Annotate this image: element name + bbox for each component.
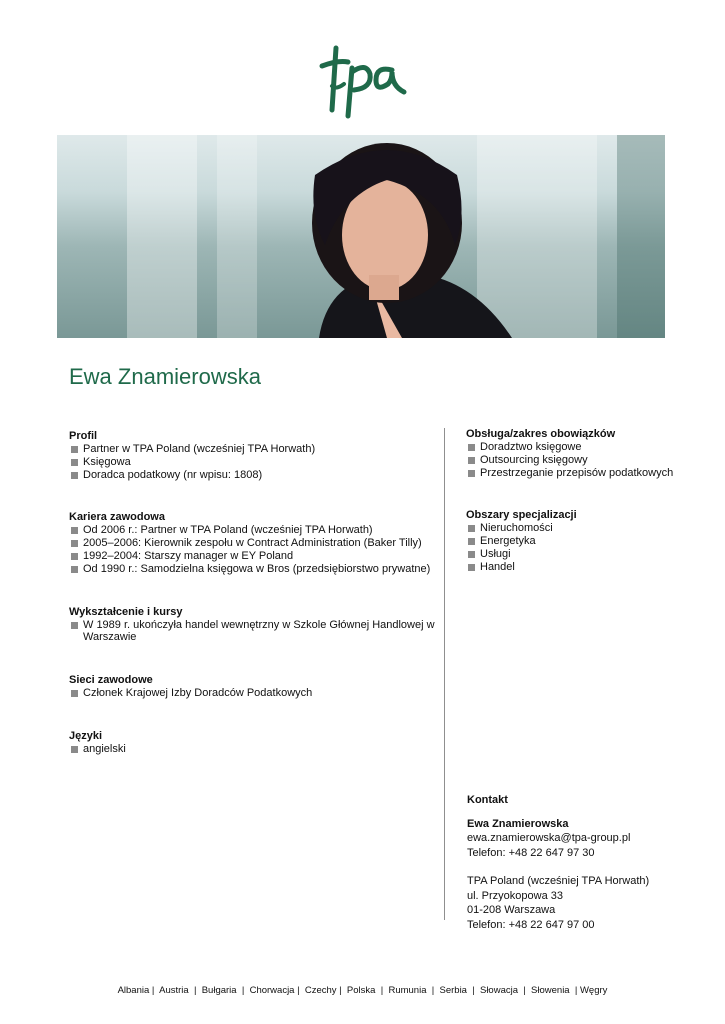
list-item: Partner w TPA Poland (wcześniej TPA Horwath) bbox=[69, 443, 439, 456]
list-item: Outsourcing księgowy bbox=[466, 454, 696, 467]
company-street: ul. Przyokopowa 33 bbox=[467, 889, 563, 902]
section-specialization bbox=[466, 509, 696, 573]
company-city: 01-208 Warszawa bbox=[467, 904, 556, 916]
section-title: Języki bbox=[69, 729, 103, 742]
list-item: 1992–2004: Starszy manager w EY Poland bbox=[69, 550, 439, 563]
list-item: Od 2006 r.: Partner w TPA Poland (wcześniej TPA Horwath) bbox=[69, 524, 439, 537]
tpa-logo bbox=[318, 40, 410, 120]
list-item: Energetyka bbox=[466, 535, 696, 548]
list-item: 2005–2006: Kierownik zespołu w Contract Administration (Baker Tilly) bbox=[69, 537, 439, 550]
company-phone: Telefon: +48 22 647 97 00 bbox=[467, 918, 595, 931]
section-list bbox=[466, 522, 696, 573]
section-list bbox=[69, 524, 439, 575]
list-item: Handel bbox=[466, 561, 696, 574]
list-item: Księgowa bbox=[69, 456, 439, 469]
section-career bbox=[69, 511, 439, 575]
left-column bbox=[69, 430, 439, 756]
person-name: Ewa Znamierowska bbox=[69, 364, 261, 389]
list-item: Doradztwo księgowe bbox=[466, 441, 696, 454]
list-item: Przestrzeganie przepisów podatkowych bbox=[466, 467, 696, 480]
contact-email[interactable]: ewa.znamierowska@tpa-group.pl bbox=[467, 832, 631, 844]
contact-block bbox=[467, 793, 697, 932]
contact-title: Kontakt bbox=[467, 794, 508, 806]
section-profile bbox=[69, 430, 439, 481]
list-item: W 1989 r. ukończyła handel wewnętrzny w Szkole Głównej Handlowej w Warszawie bbox=[69, 619, 439, 645]
section-services bbox=[466, 428, 696, 479]
contact-name: Ewa Znamierowska bbox=[467, 817, 569, 830]
footer-countries: Albania | Austria | Bułgaria | Chorwacja | Czechy | Polska | Rumunia | Serbia | Słowacja | Słowenia | Węgry bbox=[117, 985, 608, 996]
section-list bbox=[69, 743, 439, 756]
section-networks bbox=[69, 674, 439, 700]
section-list bbox=[466, 441, 696, 479]
portrait-photo bbox=[57, 135, 665, 338]
contact-phone: Telefon: +48 22 647 97 30 bbox=[467, 846, 595, 859]
list-item: Usługi bbox=[466, 548, 696, 561]
list-item: Od 1990 r.: Samodzielna księgowa w Bros (przedsiębiorstwo prywatne) bbox=[69, 563, 439, 576]
list-item: Doradca podatkowy (nr wpisu: 1808) bbox=[69, 469, 439, 482]
company-name: TPA Poland (wcześniej TPA Horwath) bbox=[467, 875, 650, 887]
section-education bbox=[69, 606, 439, 645]
section-title: Wykształcenie i kursy bbox=[69, 605, 183, 618]
portrait-figure bbox=[57, 135, 665, 338]
section-title: Obszary specjalizacji bbox=[466, 509, 577, 522]
section-list bbox=[69, 443, 439, 481]
section-languages bbox=[69, 730, 439, 756]
column-divider bbox=[444, 428, 445, 920]
list-item: Nieruchomości bbox=[466, 522, 696, 535]
list-item: Członek Krajowej Izby Doradców Podatkowych bbox=[69, 687, 439, 700]
section-list bbox=[69, 687, 439, 700]
tpa-logo-mark bbox=[318, 40, 410, 120]
list-item: angielski bbox=[69, 743, 439, 756]
section-title: Obsługa/zakres obowiązków bbox=[466, 428, 616, 440]
right-column bbox=[466, 428, 696, 574]
section-list bbox=[69, 619, 439, 645]
section-title: Kariera zawodowa bbox=[69, 511, 165, 524]
section-title: Profil bbox=[69, 430, 98, 442]
section-title: Sieci zawodowe bbox=[69, 674, 153, 687]
